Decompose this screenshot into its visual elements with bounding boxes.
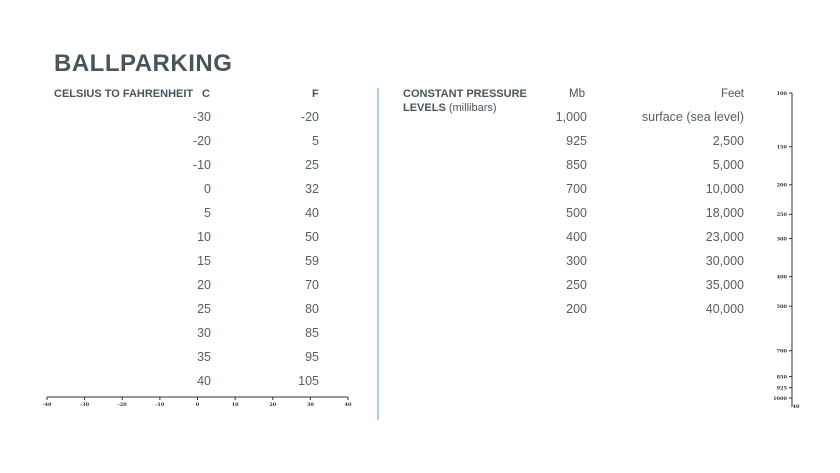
feet-column-header: Feet (720, 88, 744, 100)
mb-column-header: Mb (569, 88, 585, 100)
celsius-value: 35 (197, 350, 211, 364)
pressure-scale-tick-label: 250 (776, 212, 787, 219)
fahrenheit-value: -20 (300, 110, 319, 124)
feet-value: 10,000 (705, 182, 744, 196)
celsius-value: -10 (192, 158, 211, 172)
celsius-value: 15 (197, 254, 211, 268)
celsius-scale-tick-label: -20 (117, 402, 127, 408)
celsius-value: 30 (197, 326, 211, 340)
celsius-value: 10 (197, 230, 211, 244)
celsius-scale-tick-label: 0 (195, 402, 200, 408)
pressure-scale-tick-label: 700 (776, 348, 787, 355)
pressure-scale-tick-label: 500 (776, 303, 787, 310)
celsius-scale-tick-label: -30 (80, 402, 90, 408)
pressure-scale-tick-label: 300 (776, 236, 787, 243)
pressure-scale-tick-label: 400 (776, 274, 787, 281)
celsius-value: -30 (192, 110, 211, 124)
celsius-column-header: C (202, 88, 210, 100)
millibar-value: 700 (566, 182, 587, 196)
fahrenheit-value: 25 (305, 158, 319, 172)
pressure-scale-tick-label: 100 (776, 90, 787, 97)
feet-value: 2,500 (712, 134, 744, 148)
fahrenheit-value: 95 (305, 350, 319, 364)
pressure-scale-tick-label: 1000 (773, 395, 787, 402)
millibar-value: 200 (566, 302, 587, 316)
constant-pressure-heading: CONSTANT PRESSURE (403, 88, 527, 100)
feet-value: 23,000 (705, 230, 744, 244)
fahrenheit-value: 80 (305, 302, 319, 316)
millibar-value: 300 (566, 254, 587, 268)
feet-value: surface (sea level) (641, 110, 744, 124)
celsius-scale-tick-label: 20 (269, 402, 277, 408)
celsius-value: 0 (204, 182, 211, 196)
fahrenheit-value: 105 (298, 374, 319, 388)
celsius-scale-tick-label: -10 (155, 402, 165, 408)
millibar-value: 850 (566, 158, 587, 172)
feet-value: 18,000 (705, 206, 744, 220)
millibar-value: 925 (566, 134, 587, 148)
celsius-scale-tick-label: -40 (42, 402, 52, 408)
fahrenheit-value: 50 (305, 230, 319, 244)
celsius-to-fahrenheit-heading: CELSIUS TO FAHRENHEIT (54, 88, 194, 100)
fahrenheit-column-header: F (312, 88, 319, 100)
celsius-value: 5 (204, 206, 211, 220)
pressure-scale-bottom-label: -40 (790, 404, 800, 410)
feet-value: 35,000 (705, 278, 744, 292)
celsius-scale-tick-label: 10 (231, 402, 239, 408)
millibars-unit-label: (millibars) (448, 102, 497, 114)
celsius-scale-tick-label: 40 (344, 402, 352, 408)
fahrenheit-value: 5 (312, 134, 319, 148)
millibar-value: 500 (566, 206, 587, 220)
fahrenheit-value: 40 (305, 206, 319, 220)
fahrenheit-value: 59 (305, 254, 319, 268)
celsius-value: 20 (197, 278, 211, 292)
millibar-value: 400 (566, 230, 587, 244)
celsius-scale-tick-label: 30 (306, 402, 314, 408)
fahrenheit-value: 85 (305, 326, 319, 340)
celsius-value: 40 (197, 374, 211, 388)
pressure-scale-tick-label: 200 (776, 182, 787, 189)
pressure-scale-tick-label: 850 (776, 374, 787, 381)
celsius-value: -20 (192, 134, 211, 148)
millibar-value: 250 (566, 278, 587, 292)
millibar-value: 1,000 (555, 110, 587, 124)
feet-value: 5,000 (712, 158, 744, 172)
pressure-levels-label: LEVELS (403, 102, 446, 114)
feet-value: 30,000 (705, 254, 744, 268)
pressure-scale-tick-label: 925 (776, 385, 787, 392)
celsius-value: 25 (197, 302, 211, 316)
page-title: BALLPARKING (54, 50, 233, 77)
fahrenheit-value: 32 (305, 182, 319, 196)
pressure-scale-tick-label: 150 (776, 144, 787, 151)
feet-value: 40,000 (705, 302, 744, 316)
fahrenheit-value: 70 (305, 278, 319, 292)
